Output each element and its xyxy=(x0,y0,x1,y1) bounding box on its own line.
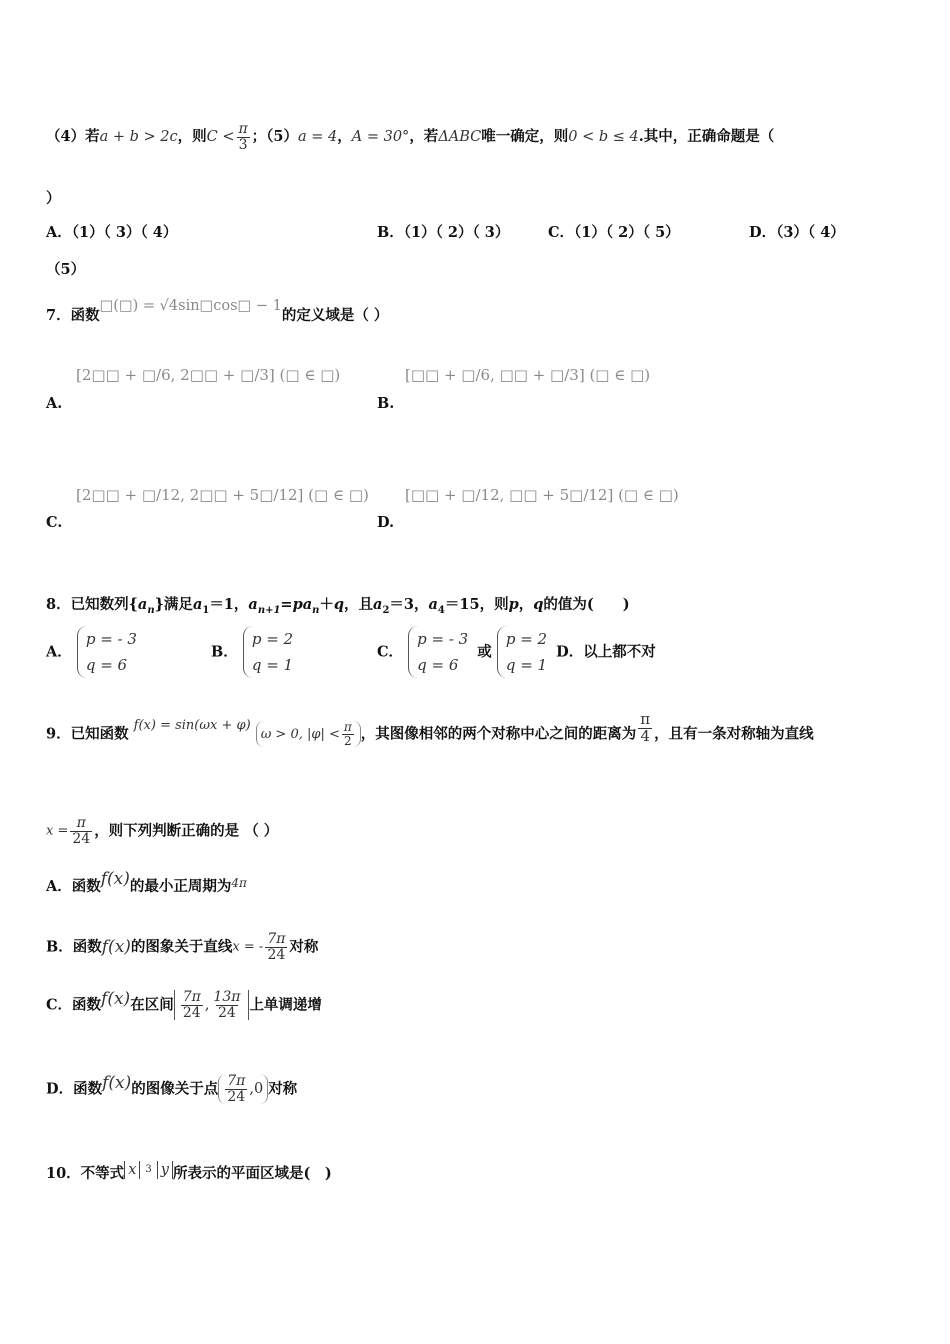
q9-option-b-line-fraction: $\frac{7\pi}{24}$ xyxy=(267,931,286,963)
q9-option-b: B．函数f(x)的图象关于直线x = - $\frac{7\pi}{24}$ 对称 xyxy=(46,931,319,963)
q6-option-c: C．（1）（ 2）（ 5） xyxy=(548,224,680,241)
q9-option-b-fx: f(x) xyxy=(101,936,131,957)
q7-option-c-formula: [2□□ + □/12, 2□□ + 5□/12] (□ ∈ □) xyxy=(76,486,369,504)
q10-abs-y: y xyxy=(157,1161,173,1179)
q8-option-a-system: p = - 3 q = 6 xyxy=(77,626,141,678)
q8-option-b: B． p = 2 q = 1 xyxy=(211,626,297,678)
q6-A30-math: A = 30° xyxy=(351,129,410,146)
q6-cond-math: a + b > 2c xyxy=(99,129,178,146)
q9-function-def: f(x) = sin(ωx + φ) xyxy=(133,718,251,734)
q9-option-c-fx: f(x) xyxy=(101,988,131,1009)
q7-option-c-label: C. xyxy=(46,514,63,531)
q7-option-d-label: D. xyxy=(377,514,395,531)
q9-stem-line2: x = $\frac{\pi}{24}$ ，则下列判断正确的是 （ ） xyxy=(46,815,279,847)
q6-option-d-cont: （5） xyxy=(46,261,86,278)
q6-option-b: B．（1）（ 2）（ 3） xyxy=(377,224,510,241)
q9-stem-line1: 9．已知函数 f(x) = sin(ωx + φ) ω > 0, |φ| < $\frac{\pi}{2}$ ，其图像相邻的两个对称中心之间的距离为 $\frac{\pi}{4}$ ，且有一条对称轴为直线 xyxy=(46,710,814,748)
q9-option-d: D．函数f(x)的图像关于点 $\frac{7\pi}{24}$ ,0 对称 xyxy=(46,1072,298,1105)
q8-option-c-system-1: p = - 3 q = 6 xyxy=(408,626,472,678)
q9-distance-pi-over-4: $\frac{\pi}{4}$ xyxy=(640,710,651,745)
q7-option-b-label: B. xyxy=(377,395,395,412)
q6-C-math: C < xyxy=(206,129,235,146)
q6-line2: ） xyxy=(46,190,61,207)
q9-option-a-period: 4π xyxy=(231,876,247,890)
q7-stem: 7．函数□(□) = √4sin□cos□ − 1的定义域是（ ） xyxy=(46,298,389,324)
q6-option-d: D．（3）（ 4） xyxy=(749,224,845,241)
q8-option-a: A． p = - 3 q = 6 xyxy=(46,626,141,678)
q8-option-c-system-2: p = 2 q = 1 xyxy=(497,626,551,678)
q6-b-range-math: 0 < b ≤ 4 xyxy=(568,129,639,146)
q9-option-c-interval: $\frac{7\pi}{24}$ , $\frac{13\pi}{24}$ xyxy=(174,990,250,1020)
q8-stem: 8．已知数列$\{a_n\}$满足$a_1=1$，$a_{n+1}=pa_n+q$，且$a_2=3$，$a_4=15$，则p，q的值为( ) xyxy=(46,596,630,616)
q6-line1: （4）若a + b > 2c，则C < $\frac{\pi}{3}$ ；（5）a = 4，A = 30°，若ΔABC唯一确定，则0 < b ≤ 4.其中，正确命题是（ xyxy=(46,121,775,153)
q7-option-a-formula: [2□□ + □/6, 2□□ + □/3] (□ ∈ □) xyxy=(76,366,341,384)
q6-option-a: A．（1）（ 3）（ 4） xyxy=(46,224,178,241)
q10-abs-x: x xyxy=(124,1161,140,1179)
q9-option-a-fx: f(x) xyxy=(100,869,130,889)
q8-option-c: C． p = - 3 q = 6 或 p = 2 q = 1 D．以上都不对 xyxy=(377,626,656,678)
q7-option-a-label: A. xyxy=(46,395,63,412)
q7-option-b-formula: [□□ + □/6, □□ + □/3] (□ ∈ □) xyxy=(405,366,651,384)
q6-pi-over-3: $\frac{\pi}{3}$ xyxy=(238,121,248,153)
q9-option-d-fx: f(x) xyxy=(102,1072,132,1093)
q9-option-a: A．函数f(x)的最小正周期为$^{4\pi}$ xyxy=(46,869,247,895)
q6-a4-math: a = 4 xyxy=(298,129,338,146)
q8-option-d: D．以上都不对 xyxy=(556,643,656,661)
q7-function-formula: □(□) = √4sin□cos□ − 1 xyxy=(99,298,282,314)
q6-triangle-math: ΔABC xyxy=(438,129,482,146)
q9-option-c: C．函数f(x)在区间 $\frac{7\pi}{24}$ , $\frac{13\pi}{24}$ 上单调递增 xyxy=(46,988,322,1021)
q9-condition: ω > 0, |φ| < $\frac{\pi}{2}$ xyxy=(256,721,361,747)
q10-stem: 10．不等式 x $^3$ y 所表示的平面区域是( ) xyxy=(46,1161,332,1183)
q7-option-d-formula: [□□ + □/12, □□ + 5□/12] (□ ∈ □) xyxy=(405,486,679,504)
q9-axis-pi-over-24: $\frac{\pi}{24}$ xyxy=(72,815,91,847)
q9-option-d-point: $\frac{7\pi}{24}$ ,0 xyxy=(218,1074,268,1104)
q8-option-b-system: p = 2 q = 1 xyxy=(243,626,297,678)
